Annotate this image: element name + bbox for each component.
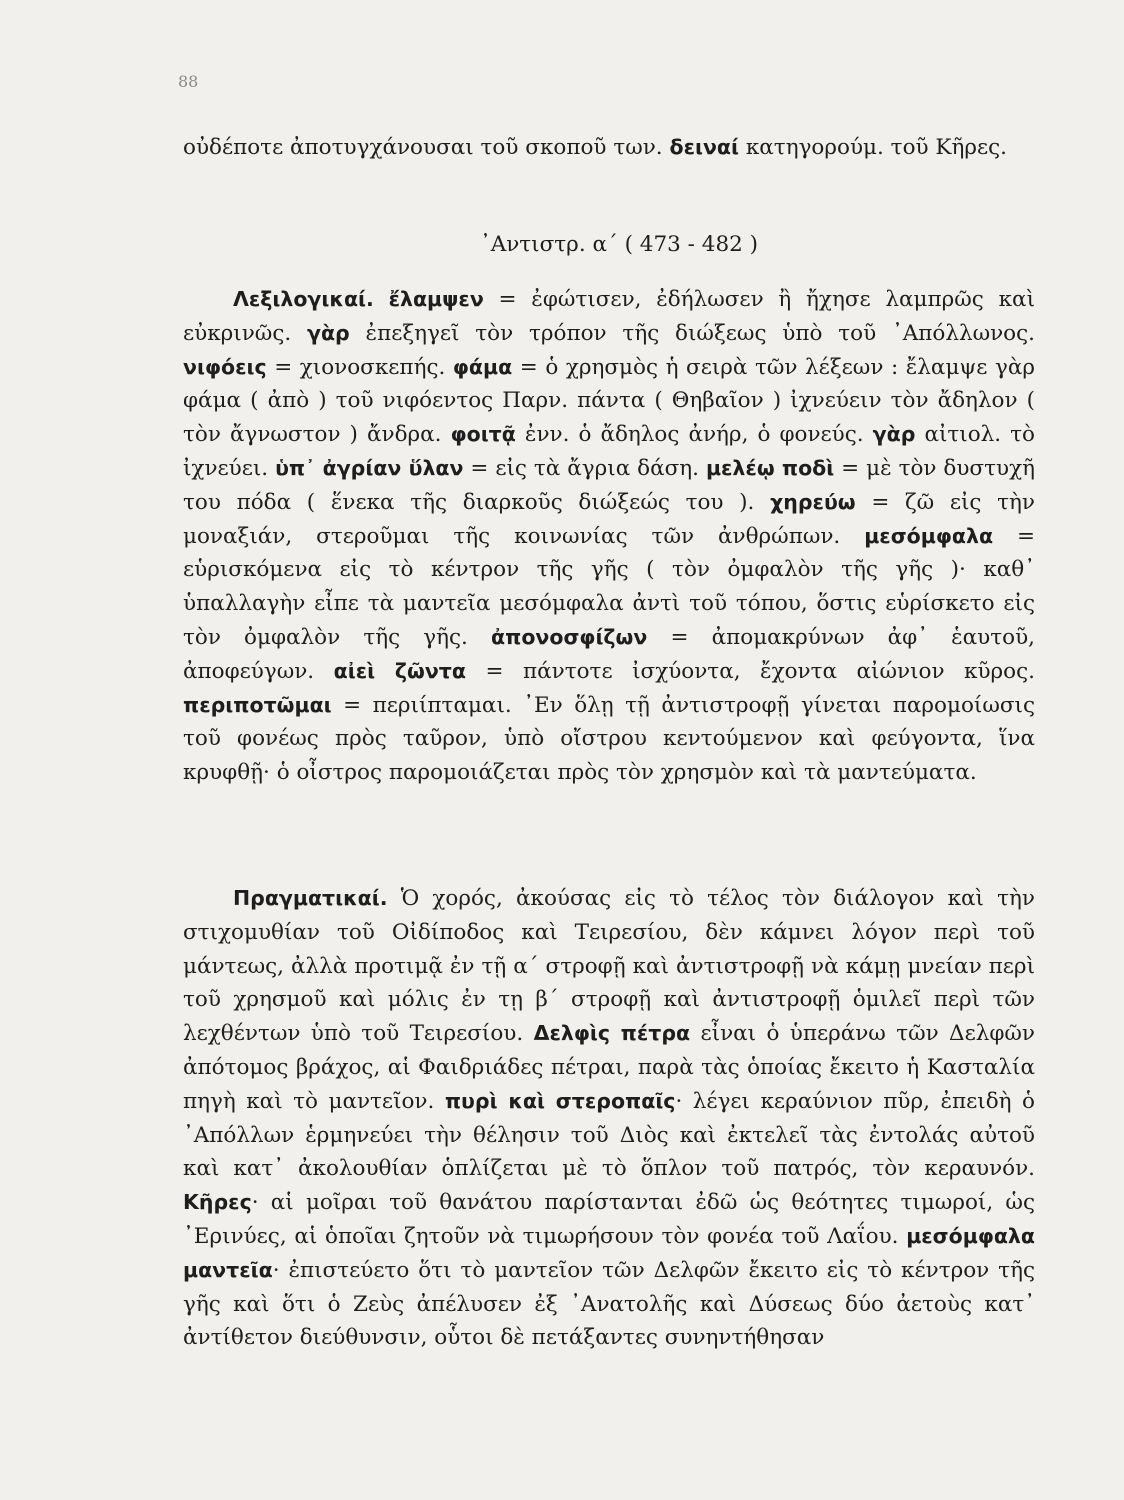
definition: · λέγει κεραύνιον πῦρ, ἐπειδὴ ὁ ᾽Απόλλων ἑρμηνεύει τὴν θέλησιν τοῦ Διὸς καὶ ἐκτελεῖ τὰς ἐντολάς αὐτοῦ καὶ κατ᾽ ἀκολουθίαν ὁπλίζεται μὲ τὸ ὅπλον τοῦ πατρός, τὸν κεραυνόν. [183, 1088, 1035, 1182]
lexical-heading-space [374, 287, 389, 312]
pragmatic-intro-text: Ὁ χορός, ἀκούσας εἰς τὸ τέλος τὸν διάλογον καὶ τὴν στιχομυθίαν τοῦ Οἰδίποδος καὶ Τειρεσίου, δὲν κάμνει λόγον περὶ τοῦ μάντεως, ἀλλὰ προτιμᾷ ἐν τῇ α΄ στροφῇ καὶ ἀντιστροφῇ νὰ κάμῃ μνείαν περὶ τοῦ χρησμοῦ καὶ μόλις ἐν τῃ β΄ στροφῇ καὶ ἀντιστροφῇ ὁμιλεῖ περὶ τῶν λεχθέντων ὑπὸ τοῦ Τειρεσίου. [183, 886, 1035, 1047]
term: Κῆρες [183, 1190, 252, 1215]
term: ὑπ᾽ ἀγρίαν ὕλαν [275, 455, 464, 480]
page-number: 88 [178, 72, 199, 91]
term: φάμα [452, 354, 513, 379]
term: αἰεὶ ζῶντα [333, 658, 466, 683]
term: πυρὶ καὶ στεροπαῖς [444, 1088, 676, 1113]
definition: = εἰς τὰ ἄγρια δάση. [463, 455, 706, 481]
definition: ἐπεξηγεῖ τὸν τρόπον τῆς διώξεως ὑπὸ τοῦ ᾽Απόλλωνος. [349, 320, 1035, 346]
definition: = πάντοτε ἰσχύοντα, ἔχοντα αἰώνιον κῦρος. [465, 658, 1035, 684]
intro-text-1: οὐδέποτε ἀποτυγχάνουσαι τοῦ σκοποῦ των. [183, 135, 670, 160]
term: ἀπονοσφίζων [491, 624, 648, 649]
definition: αἰτιολ. τὸ ἰχνεύει. [183, 422, 1036, 481]
lexical-notes-paragraph [183, 283, 1035, 790]
definition: εἶναι ὁ ὑπεράνω τῶν Δελφῶν ἀπότομος βράχος, αἱ Φαιδριάδες πέτραι, παρὰ τὰς ὁποίας ἔκειτο ἡ Κασταλία πηγὴ καὶ τὸ μαντεῖον. [183, 1021, 1036, 1114]
definition: · ἐπιστεύετο ὅτι τὸ μαντεῖον τῶν Δελφῶν ἔκειτο εἰς τὸ κέντρον τῆς γῆς καὶ ὅτι ὁ Ζεὺς ἀπέλυσεν ἐξ ᾽Ανατολῆς καὶ Δύσεως δύο ἀετοὺς κατ᾽ ἀντίθετον διεύθυνσιν, οὗτοι δὲ πετάξαντες συνηντήθησαν [183, 1257, 1035, 1351]
term: μεσόμφαλα μαντεῖα [183, 1223, 1035, 1282]
term: ἔλαμψεν [388, 287, 484, 311]
definition: = ἀπομακρύνων ἀφ᾽ ἑαυτοῦ, ἀποφεύγων. [183, 624, 1035, 684]
intro-term: δειναί [669, 135, 740, 159]
definition: = εὑρισκόμενα εἰς τὸ κέντρον τῆς γῆς ( τὸν ὀμφαλὸν τῆς γῆς )· καθ᾽ ὑπαλλαγὴν εἶπε τὰ μαντεῖα μεσόμφαλα ἀντὶ τοῦ τόπου, ὅστις εὑρίσκετο εἰς τὸν ὀμφαλὸν τῆς γῆς. [183, 523, 1035, 650]
definition: = χιονοσκεπής. [266, 354, 453, 380]
term: περιποτῶμαι [183, 692, 332, 717]
term: μελέῳ ποδὶ [705, 455, 835, 480]
term: φοιτᾷ [450, 422, 516, 447]
term: χηρεύω [770, 489, 856, 514]
definition: = ζῶ εἰς τὴν μοναξιάν, στεροῦμαι τῆς κοινωνίας τῶν ἀνθρώπων. [183, 489, 1035, 549]
definition: = περιίπταμαι. ᾽Εν ὅλῃ τῇ ἀντιστροφῇ γίνεται παρομοίωσις τοῦ φονέως πρὸς ταῦρον, ὑπὸ οἴστρου κεντούμενον καὶ φεύγοντα, ἵνα κρυφθῇ· ὁ οἶστρος παρομοιάζεται πρὸς τὸν χρησμὸν καὶ τὰ μαντεύματα. [183, 692, 1035, 786]
pragmatic-heading: Πραγματικαί. [233, 886, 388, 910]
lexical-heading: Λεξιλογικαί. [233, 287, 374, 311]
term: νιφόεις [183, 354, 267, 379]
intro-paragraph [183, 131, 1035, 165]
pragmatic-notes-paragraph [183, 882, 1035, 1355]
definition: ἐνν. ὁ ἄδηλος ἀνήρ, ὁ φονεύς. [515, 422, 873, 448]
definition: = ἐφώτισεν, ἐδήλωσεν ἢ ἤχησε λαμπρῶς καὶ εὐκρινῶς. [183, 287, 1035, 346]
term: γὰρ [307, 320, 350, 345]
term: μεσόμφαλα [864, 523, 994, 548]
definition: = μὲ τὸν δυστυχῆ του πόδα ( ἕνεκα τῆς διαρκοῦς διώξεώς του ). [183, 455, 1035, 515]
intro-text-2: κατηγορούμ. τοῦ Κῆρες. [739, 135, 1008, 160]
definition: = ὁ χρησμὸς ἡ σειρὰ τῶν λέξεων : ἔλαμψε γὰρ φάμα ( ἀπὸ ) τοῦ νιφόεντος Παρν. πάντα ( Θηβαῖον ) ἰχνεύειν τὸν ἄδηλον ( τὸν ἄγνωστον ) ἄνδρα. [183, 354, 1035, 448]
definition: · αἱ μοῖραι τοῦ θανάτου παρίστανται ἐδῶ ὡς θεότητες τιμωροί, ὡς ᾽Ερινύες, αἱ ὁποῖαι ζητοῦν νὰ τιμωρήσουν τὸν φονέα τοῦ Λαΐου. [183, 1190, 1035, 1249]
term: γὰρ [872, 422, 916, 447]
section-heading: ᾽Αντιστρ. α΄ ( 473 - 482 ) [479, 232, 759, 257]
term: Δελφὶς πέτρα [533, 1021, 691, 1046]
